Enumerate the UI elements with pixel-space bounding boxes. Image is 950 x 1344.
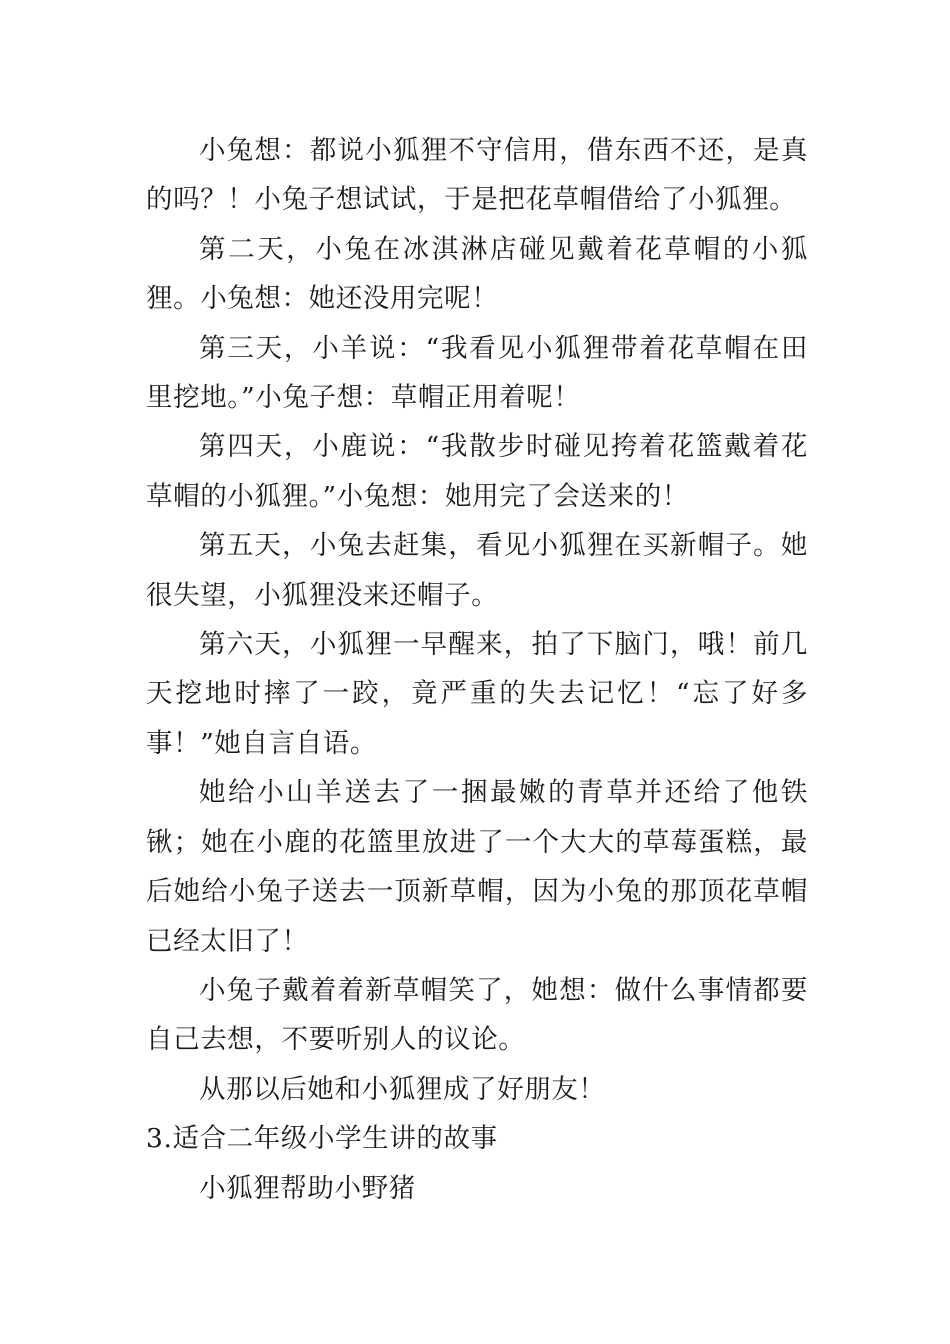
story-title: 小狐狸帮助小野猪 (199, 1172, 416, 1204)
paragraph-3: 第三天，小羊说：“我看见小狐狸带着花草帽在田里挖地。”小兔子想：草帽正用着呢！ (146, 332, 808, 414)
section-heading: 3.适合二年级小学生讲的故事 (146, 1123, 498, 1155)
paragraph-9: 从那以后她和小狐狸成了好朋友！ (199, 1073, 606, 1105)
paragraph-1: 小兔想：都说小狐狸不守信用，借东西不还，是真的吗？！小兔子想试试，于是把花草帽借给了小狐狸。 (146, 135, 808, 216)
paragraph-8: 小兔子戴着着新草帽笑了，她想：做什么事情都要自己去想，不要听别人的议论。 (146, 974, 808, 1056)
paragraph-2: 第二天，小兔在冰淇淋店碰见戴着花草帽的小狐狸。小兔想：她还没用完呢！ (146, 233, 808, 315)
paragraph-5: 第五天，小兔去赶集，看见小狐狸在买新帽子。她很失望，小狐狸没来还帽子。 (146, 530, 808, 611)
paragraph-7: 她给小山羊送去了一捆最嫩的青草并还给了他铁锹；她在小鹿的花篮里放进了一个大大的草莓蛋糕，最后她给小兔子送去一顶新草帽，因为小兔的那顶花草帽已经太旧了！ (146, 777, 808, 957)
document-page (146, 126, 808, 1213)
paragraph-4: 第四天，小鹿说：“我散步时碰见挎着花篮戴着花草帽的小狐狸。”小兔想：她用完了会送来的！ (146, 431, 808, 512)
paragraph-6: 第六天，小狐狸一早醒来，拍了下脑门，哦！前几天挖地时摔了一跤，竟严重的失去记忆！“忘了好多事！”她自言自语。 (146, 629, 808, 759)
